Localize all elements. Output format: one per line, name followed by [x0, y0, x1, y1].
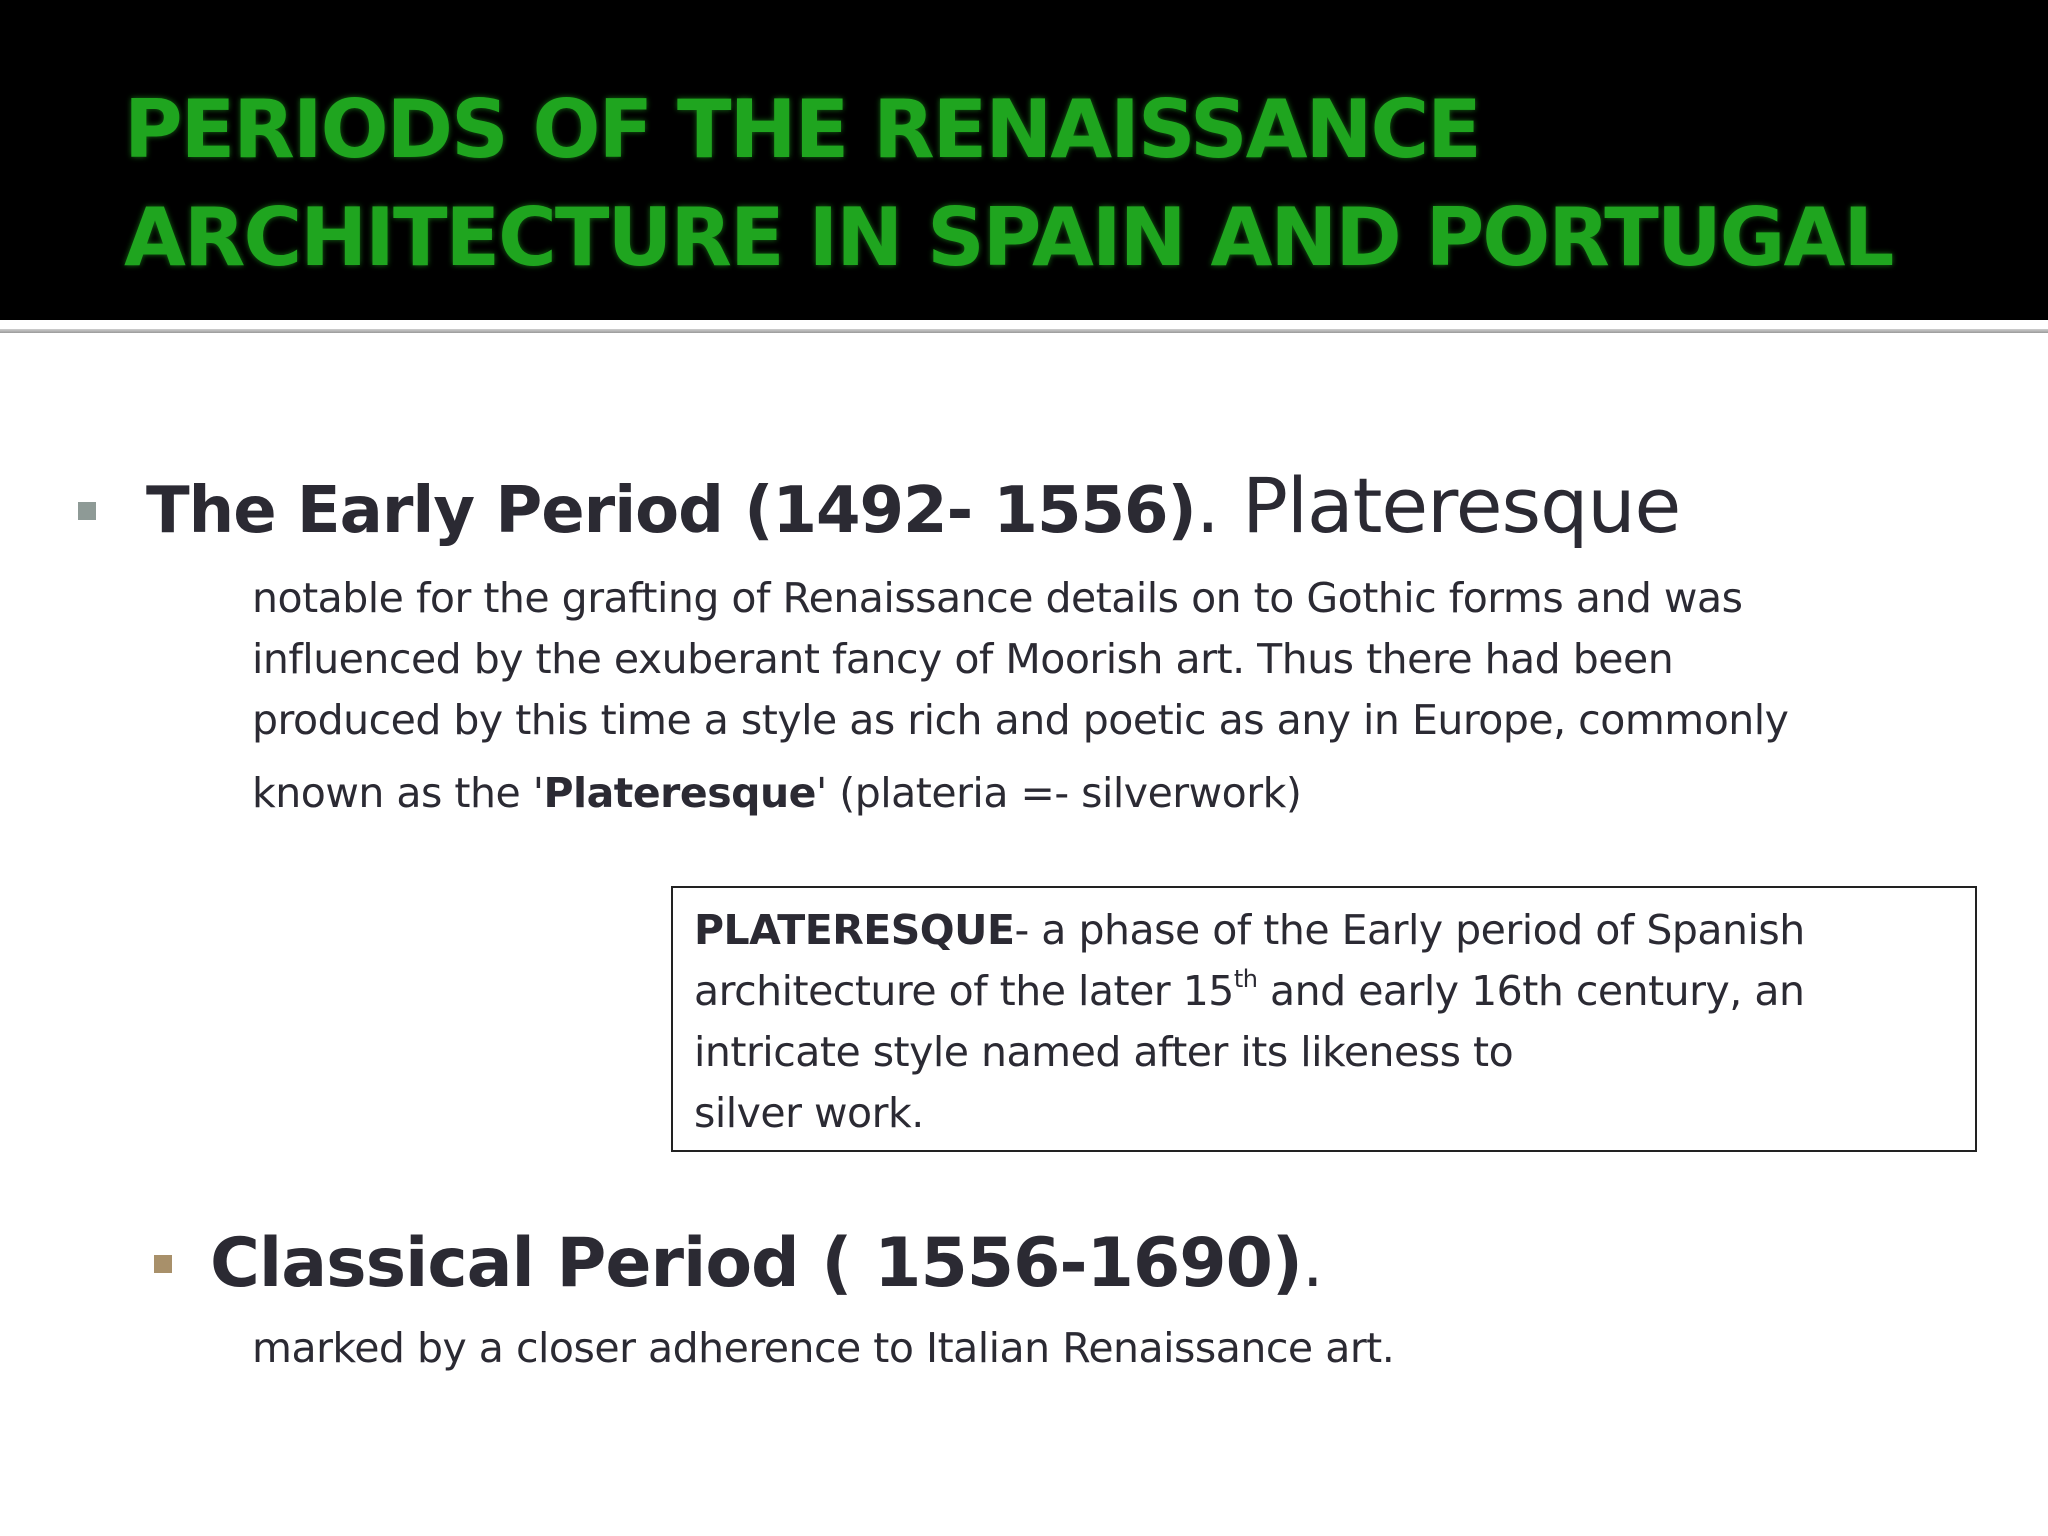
description-line-4 [252, 763, 1852, 824]
description-line-2: influenced by the exuberant fancy of Moorish art. Thus there had been [252, 635, 1674, 683]
plateresque-term: Plateresque [543, 769, 816, 817]
title-line-1: PERIODS OF THE RENAISSANCE [124, 83, 1480, 176]
definition-line-2 [694, 961, 1957, 1022]
early-period-description [252, 568, 1852, 824]
title-line-2: ARCHITECTURE IN SPAIN AND PORTUGAL [124, 191, 1893, 284]
description-line-4-end: ' (plateria =- silverwork) [815, 769, 1302, 817]
classical-period-description: marked by a closer adherence to Italian Renaissance art. [252, 1324, 1395, 1372]
slide-title [124, 76, 1892, 292]
classical-period-title: Classical Period ( 1556-1690) [210, 1224, 1302, 1303]
definition-line-2-start: architecture of the later 15 [694, 967, 1234, 1015]
early-period-heading [146, 460, 1680, 570]
definition-line-4: silver work. [694, 1089, 924, 1137]
plateresque-definition-box [671, 886, 1977, 1152]
classical-period-heading [210, 1216, 1324, 1326]
definition-line-1 [694, 900, 1957, 961]
square-bullet-icon [78, 502, 96, 520]
early-period-title: The Early Period (1492- 1556) [146, 474, 1196, 548]
definition-line-3: intricate style named after its likeness to [694, 1028, 1514, 1076]
header-divider [0, 329, 2048, 333]
definition-term: PLATERESQUE [694, 906, 1015, 954]
early-period-subtitle: . Plateresque [1195, 461, 1681, 550]
description-line-1: notable for the grafting of Renaissance details on to Gothic forms and was [252, 574, 1743, 622]
definition-line-1-rest: - a phase of the Early period of Spanish [1014, 906, 1805, 954]
definition-line-2-end: and early 16th century, an [1257, 967, 1805, 1015]
description-line-4-start: known as the ' [252, 769, 544, 817]
slide-header [0, 0, 2048, 320]
square-bullet-icon [154, 1255, 172, 1273]
classical-period-period: . [1301, 1224, 1324, 1303]
ordinal-superscript: th [1233, 965, 1258, 993]
description-line-3: produced by this time a style as rich and poetic as any in Europe, commonly [252, 696, 1789, 744]
